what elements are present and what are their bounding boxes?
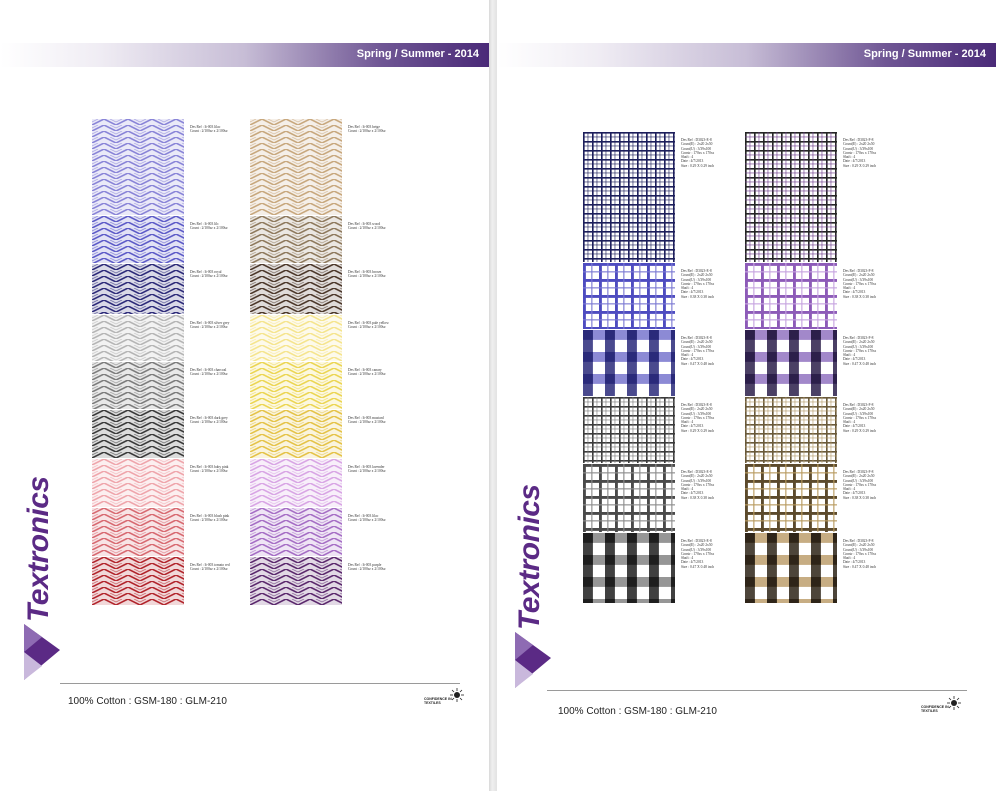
swatch-label-line: Count(U) : 3/39x100	[681, 547, 712, 552]
swatch-label-line: Count : 2/100sz x 2/100sz	[348, 226, 386, 231]
swatch-label-line: Size : 0.29 X 0.29 inch	[843, 428, 877, 433]
swatch-label-line: Des Ref : It-003 mustard	[348, 416, 384, 420]
swatch-label-line: Count(E) : 2x20 2x50	[843, 142, 875, 147]
logo-wordmark: Textronics	[513, 484, 546, 630]
swatch-label-line: Des Ref : It-003 blush pink	[190, 514, 230, 518]
swatch-label-line: Count : 2/100sz x 2/100sz	[190, 518, 228, 523]
swatch-label-line: Count(E) : 2x20 2x50	[843, 407, 875, 412]
swatch-label-line: Count : 2/100sz x 2/100sz	[348, 567, 386, 572]
swatch-label-line: Constr : 170sx x 170sx	[681, 348, 715, 353]
herringbone-swatch	[250, 410, 342, 458]
swatch-label-line: Count(E) : 2x20 2x50	[843, 340, 875, 345]
swatch-label-line: Count(U) : 3/39x100	[843, 547, 874, 552]
swatch-label-line: Count : 2/100sz x 2/100sz	[190, 372, 228, 377]
sun-icon	[947, 696, 961, 710]
herringbone-swatch	[92, 315, 184, 361]
swatch-label	[190, 416, 228, 425]
check-swatch	[583, 533, 675, 603]
swatch-label-line: Size : 0.47 X 0.48 inch	[681, 564, 715, 569]
swatch-label-line: Size : 0.29 X 0.29 inch	[681, 428, 715, 433]
swatch-label-line: Count(U) : 3/39x100	[843, 478, 874, 483]
swatch-label-line: Des Ref : D3023-F-8	[843, 470, 874, 474]
swatch-label-line: Constr : 170sx x 170sx	[843, 415, 877, 420]
herringbone-swatch	[92, 410, 184, 458]
season-title: Spring / Summer - 2014	[356, 48, 479, 60]
swatch-label-line: Date : 4/7/2013	[681, 159, 704, 164]
logo-wordmark: Textronics	[22, 476, 55, 622]
swatch-label	[681, 138, 714, 168]
swatch-label	[348, 321, 389, 330]
swatch-label-line: Count(U) : 3/39x100	[843, 344, 874, 349]
textronics-logo	[22, 476, 62, 685]
sun-icon	[450, 688, 464, 702]
check-swatch	[583, 263, 675, 329]
swatch-label-line: Date : 4/7/2013	[681, 357, 704, 362]
swatch-label-line: Count(U) : 3/39x100	[681, 478, 712, 483]
swatch-label	[348, 222, 386, 231]
swatch-label-line: Shaft : 4	[843, 487, 856, 492]
swatch-label	[348, 465, 386, 474]
swatch-label	[843, 470, 876, 500]
swatch-label-line: Shaft : 4	[681, 286, 694, 291]
swatch-label-line: Size : 0.38 X 0.38 inch	[681, 495, 715, 500]
check-swatch	[745, 464, 837, 532]
swatch-label-line: Constr : 170sx x 170sx	[681, 150, 715, 155]
swatch-label-line: Date : 4/7/2013	[681, 560, 704, 565]
swatch-label-line: Date : 4/7/2013	[843, 290, 866, 295]
swatch-label-line: Count(E) : 2x20 2x50	[681, 474, 713, 479]
swatch-label-line: Size : 0.47 X 0.48 inch	[843, 564, 877, 569]
swatch-label-line: Count(U) : 3/39x100	[681, 344, 712, 349]
swatch-label-line: Shaft : 4	[843, 556, 856, 561]
check-swatch	[745, 397, 837, 463]
swatch-label-line: Des Ref : It-003 tomato red	[190, 563, 230, 567]
swatch-label	[681, 403, 714, 433]
swatch-label	[348, 270, 386, 279]
swatch-label-line: Des Ref : D3023-E-8	[681, 470, 712, 474]
right-catalog-page	[497, 0, 1000, 791]
swatch-label-line: Constr : 170sx x 170sx	[681, 281, 715, 286]
swatch-label-line: Shaft : 4	[681, 155, 694, 160]
swatch-label-line: Count : 2/100sz x 2/100sz	[348, 372, 386, 377]
swatch-label-line: Des Ref : D3023-E-8	[681, 138, 712, 142]
swatch-label-line: Size : 0.38 X 0.38 inch	[843, 294, 877, 299]
swatch-label	[348, 416, 386, 425]
badge-label: CONFIDENCE IN TEXTILES	[424, 697, 452, 705]
swatch-label	[681, 336, 714, 366]
swatch-label-line: Count : 2/100sz x 2/100sz	[190, 469, 228, 474]
herringbone-swatch	[92, 216, 184, 263]
swatch-label-line: Des Ref : D3023-F-8	[843, 539, 874, 543]
swatch-label-line: Des Ref : D3023-F-8	[843, 336, 874, 340]
swatch-label-line: Count : 2/100sz x 2/100sz	[190, 129, 228, 134]
swatch-label-line: Des Ref : It-003 lilc	[190, 222, 219, 226]
swatch-label-line: Count(U) : 3/39x100	[843, 146, 874, 151]
swatch-label-line: Count(E) : 2x20 2x50	[843, 474, 875, 479]
swatch-label-line: Shaft : 4	[681, 353, 694, 358]
swatch-label-line: Count(U) : 3/39x100	[681, 277, 712, 282]
swatch-label-line: Count : 2/100sz x 2/100sz	[190, 567, 228, 572]
herringbone-swatch	[92, 362, 184, 409]
swatch-label-line: Des Ref : D3023-E-8	[681, 336, 712, 340]
swatch-label	[190, 465, 228, 474]
swatch-label	[190, 514, 229, 523]
herringbone-swatch	[250, 119, 342, 215]
swatch-label-line: Shaft : 4	[843, 286, 856, 291]
swatch-label-line: Des Ref : It-003 lavender	[348, 465, 385, 469]
swatch-label-line: Constr : 170sx x 170sx	[843, 482, 877, 487]
swatch-label-line: Des Ref : It-003 lilac	[348, 514, 379, 518]
swatch-label-line: Count : 2/100sz x 2/100sz	[190, 325, 228, 330]
check-swatch	[745, 263, 837, 329]
textronics-logo	[513, 484, 553, 693]
logo-triangle-icon	[513, 630, 553, 690]
check-swatch	[745, 132, 837, 262]
swatch-label-line: Count : 2/100sz x 2/100sz	[190, 226, 228, 231]
badge-label: CONFIDENCE IN TEXTILES	[921, 705, 949, 713]
swatch-label-line: Count : 2/100sz x 2/100sz	[348, 469, 386, 474]
check-swatch	[583, 464, 675, 532]
swatch-label-line: Count(E) : 2x20 2x50	[681, 407, 713, 412]
herringbone-swatch	[250, 264, 342, 314]
herringbone-swatch	[250, 459, 342, 507]
swatch-label-line: Count(U) : 3/39x100	[843, 277, 874, 282]
swatch-label-line: Date : 4/7/2013	[681, 290, 704, 295]
swatch-label	[348, 514, 386, 523]
swatch-label-line: Date : 4/7/2013	[681, 424, 704, 429]
swatch-label-line: Count(E) : 2x20 2x50	[681, 142, 713, 147]
swatch-label-line: Count(E) : 2x20 2x50	[681, 543, 713, 548]
swatch-label-line: Size : 0.47 X 0.48 inch	[681, 361, 715, 366]
swatch-label-line: Count : 2/100sz x 2/100sz	[348, 518, 386, 523]
swatch-label	[843, 138, 876, 168]
swatch-sheet	[579, 128, 909, 610]
check-swatch	[583, 132, 675, 262]
swatch-label-line: Des Ref : D3023-F-8	[843, 269, 874, 273]
swatch-label-line: Count : 2/100sz x 2/100sz	[190, 274, 228, 279]
swatch-label-line: Des Ref : D3023-E-8	[681, 403, 712, 407]
season-title: Spring / Summer - 2014	[863, 48, 986, 60]
season-header-band	[0, 43, 489, 67]
swatch-label-line: Des Ref : It-003 brown	[348, 270, 382, 274]
swatch-label-line: Date : 4/7/2013	[843, 560, 866, 565]
fabric-spec-footer: 100% Cotton : GSM-180 : GLM-210	[68, 696, 227, 707]
swatch-label-line: Des Ref : It-003 dark grey	[190, 416, 228, 420]
swatch-label-line: Des Ref : It-003 wood	[348, 222, 381, 226]
herringbone-swatch	[250, 557, 342, 605]
swatch-label	[190, 270, 228, 279]
herringbone-swatch	[92, 508, 184, 556]
herringbone-swatch	[250, 216, 342, 263]
footer-rule	[547, 690, 967, 691]
check-swatch	[745, 330, 837, 396]
swatch-label-line: Date : 4/7/2013	[843, 424, 866, 429]
swatch-label-line: Des Ref : It-003 pale yellow	[348, 321, 389, 325]
swatch-label-line: Count(U) : 3/39x100	[843, 411, 874, 416]
swatch-label-line: Count : 2/100sz x 2/100sz	[348, 274, 386, 279]
swatch-label-line: Des Ref : D3023-E-8	[681, 539, 712, 543]
page-gutter	[489, 0, 497, 791]
swatch-label	[190, 125, 228, 134]
swatch-label-line: Shaft : 4	[681, 487, 694, 492]
footer-rule	[60, 683, 460, 684]
swatch-label	[843, 269, 876, 299]
swatch-label-line: Constr : 170sx x 170sx	[843, 348, 877, 353]
logo-triangle-icon	[22, 622, 62, 682]
herringbone-swatch	[250, 315, 342, 361]
swatch-label-line: Count(U) : 3/39x100	[681, 411, 712, 416]
swatch-label-line: Shaft : 4	[843, 155, 856, 160]
swatch-label	[681, 539, 714, 569]
swatch-label-line: Des Ref : D3023-F-8	[843, 138, 874, 142]
fabric-spec-footer: 100% Cotton : GSM-180 : GLM-210	[558, 706, 717, 717]
swatch-label-line: Size : 0.38 X 0.38 inch	[681, 294, 715, 299]
swatch-label-line: Count : 2/100sz x 2/100sz	[348, 420, 386, 425]
swatch-label	[190, 563, 230, 572]
swatch-label-line: Constr : 170sx x 170sx	[681, 415, 715, 420]
swatch-label-line: Des Ref : It-003 lilac	[190, 125, 221, 129]
swatch-label-line: Count(E) : 2x20 2x50	[843, 273, 875, 278]
swatch-label-line: Shaft : 4	[681, 420, 694, 425]
herringbone-swatch	[92, 264, 184, 314]
swatch-label	[348, 368, 386, 377]
swatch-label	[190, 321, 229, 330]
swatch-label-line: Count(U) : 3/39x100	[681, 146, 712, 151]
swatch-label-line: Constr : 170sx x 170sx	[843, 150, 877, 155]
swatch-label-line: Date : 4/7/2013	[843, 159, 866, 164]
herringbone-swatch	[250, 508, 342, 556]
swatch-label-line: Des Ref : It-003 purple	[348, 563, 382, 567]
swatch-label-line: Count(E) : 2x20 2x50	[681, 273, 713, 278]
swatch-label-line: Date : 4/7/2013	[843, 357, 866, 362]
confidence-badge	[424, 688, 464, 714]
swatch-label	[843, 539, 876, 569]
swatch-label-line: Size : 0.29 X 0.29 inch	[843, 163, 877, 168]
swatch-label-line: Shaft : 4	[843, 353, 856, 358]
confidence-badge	[921, 696, 961, 722]
swatch-label	[348, 125, 386, 134]
check-swatch	[745, 533, 837, 603]
swatch-label-line: Constr : 170sx x 170sx	[843, 281, 877, 286]
swatch-label	[843, 336, 876, 366]
swatch-label	[843, 403, 876, 433]
swatch-label-line: Des Ref : It-003 royal	[190, 270, 222, 274]
swatch-label-line: Date : 4/7/2013	[681, 491, 704, 496]
swatch-label-line: Des Ref : It-003 baby pink	[190, 465, 229, 469]
swatch-label-line: Count(E) : 2x20 2x50	[681, 340, 713, 345]
swatch-sheet	[88, 113, 410, 613]
swatch-label-line: Des Ref : It-003 charcoal	[190, 368, 227, 372]
swatch-label-line: Des Ref : D3023-E-8	[681, 269, 712, 273]
herringbone-swatch	[92, 459, 184, 507]
swatch-label	[190, 368, 228, 377]
swatch-label	[190, 222, 228, 231]
swatch-label-line: Des Ref : It-003 beige	[348, 125, 380, 129]
swatch-label-line: Count : 2/100sz x 2/100sz	[348, 129, 386, 134]
swatch-label-line: Constr : 170sx x 170sx	[681, 551, 715, 556]
swatch-label-line: Shaft : 4	[843, 420, 856, 425]
swatch-label-line: Constr : 170sx x 170sx	[681, 482, 715, 487]
swatch-label-line: Des Ref : It-003 canary	[348, 368, 382, 372]
swatch-label-line: Des Ref : It-003 silver grey	[190, 321, 230, 325]
herringbone-swatch	[92, 119, 184, 215]
swatch-label-line: Date : 4/7/2013	[843, 491, 866, 496]
season-header-band	[497, 43, 996, 67]
herringbone-swatch	[92, 557, 184, 605]
swatch-label	[348, 563, 386, 572]
swatch-label-line: Constr : 170sx x 170sx	[843, 551, 877, 556]
swatch-label-line: Des Ref : D3023-F-8	[843, 403, 874, 407]
swatch-label-line: Count : 2/100sz x 2/100sz	[348, 325, 386, 330]
check-swatch	[583, 330, 675, 396]
swatch-label-line: Shaft : 4	[681, 556, 694, 561]
check-swatch	[583, 397, 675, 463]
swatch-label-line: Size : 0.29 X 0.29 inch	[681, 163, 715, 168]
swatch-label	[681, 269, 714, 299]
herringbone-swatch	[250, 362, 342, 409]
swatch-label-line: Count(E) : 2x20 2x50	[843, 543, 875, 548]
left-catalog-page	[0, 0, 489, 791]
swatch-label-line: Size : 0.38 X 0.38 inch	[843, 495, 877, 500]
swatch-label	[681, 470, 714, 500]
swatch-label-line: Size : 0.47 X 0.48 inch	[843, 361, 877, 366]
swatch-label-line: Count : 2/100sz x 2/100sz	[190, 420, 228, 425]
